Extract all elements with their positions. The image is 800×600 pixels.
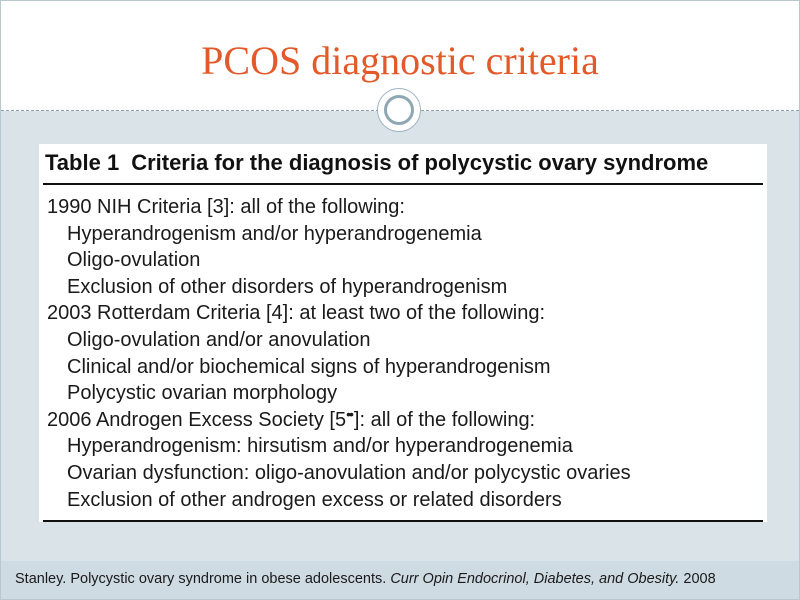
table-title	[45, 150, 708, 176]
citation-journal: Curr Opin Endocrinol, Diabetes, and Obesity.	[390, 571, 680, 587]
citation-text: Stanley. Polycystic ovary syndrome in obese adolescents.	[15, 571, 391, 587]
table-caption: Criteria for the diagnosis of polycystic ovary syndrome	[131, 150, 709, 175]
criteria-item	[47, 380, 763, 407]
criteria-item	[47, 460, 763, 487]
citation-year: 2008	[679, 571, 716, 587]
citation	[15, 571, 716, 587]
slide-title: PCOS diagnostic criteria	[201, 38, 599, 83]
criteria-item	[47, 247, 763, 274]
row-text: 1990 NIH Criteria [3]: all of the following:	[47, 196, 405, 218]
row-text: Polycystic ovarian morphology	[67, 382, 338, 405]
table-top-rule	[43, 183, 763, 185]
row-text: Ovarian dysfunction: oligo-anovulation and/or polycystic ovaries	[67, 461, 631, 484]
row-text: Hyperandrogenism: hirsutism and/or hyperandrogenemia	[67, 435, 573, 458]
row-text: Exclusion of other disorders of hyperandrogenism	[67, 275, 508, 298]
row-text: Oligo-ovulation and/or anovulation	[67, 328, 371, 351]
reference-marker: ••	[346, 405, 352, 422]
criteria-item	[47, 221, 763, 248]
table-bottom-rule	[43, 520, 763, 522]
criteria-item	[47, 354, 763, 381]
footer-bar	[1, 561, 799, 599]
criteria-heading	[47, 407, 763, 434]
criteria-item	[47, 327, 763, 354]
criteria-table	[39, 144, 767, 522]
table-rows	[47, 194, 763, 513]
row-text: Oligo-ovulation	[67, 249, 201, 272]
criteria-item	[47, 274, 763, 301]
row-text: 2003 Rotterdam Criteria [4]: at least two of the following:	[47, 302, 546, 325]
row-text: Exclusion of other androgen excess or related disorders	[67, 488, 562, 511]
inner-ring	[384, 95, 414, 125]
criteria-heading	[47, 194, 763, 221]
criteria-item	[47, 433, 763, 460]
table-number: Table 1	[45, 150, 120, 175]
row-text: Clinical and/or biochemical signs of hyperandrogenism	[67, 355, 551, 378]
criteria-heading	[47, 300, 763, 327]
concentric-circle-icon	[377, 88, 421, 132]
criteria-item	[47, 487, 763, 514]
row-text-suffix: ]: all of the following:	[353, 408, 536, 431]
row-text: 2006 Androgen Excess Society [5	[47, 408, 347, 431]
row-text: Hyperandrogenism and/or hyperandrogenemia	[67, 222, 482, 245]
